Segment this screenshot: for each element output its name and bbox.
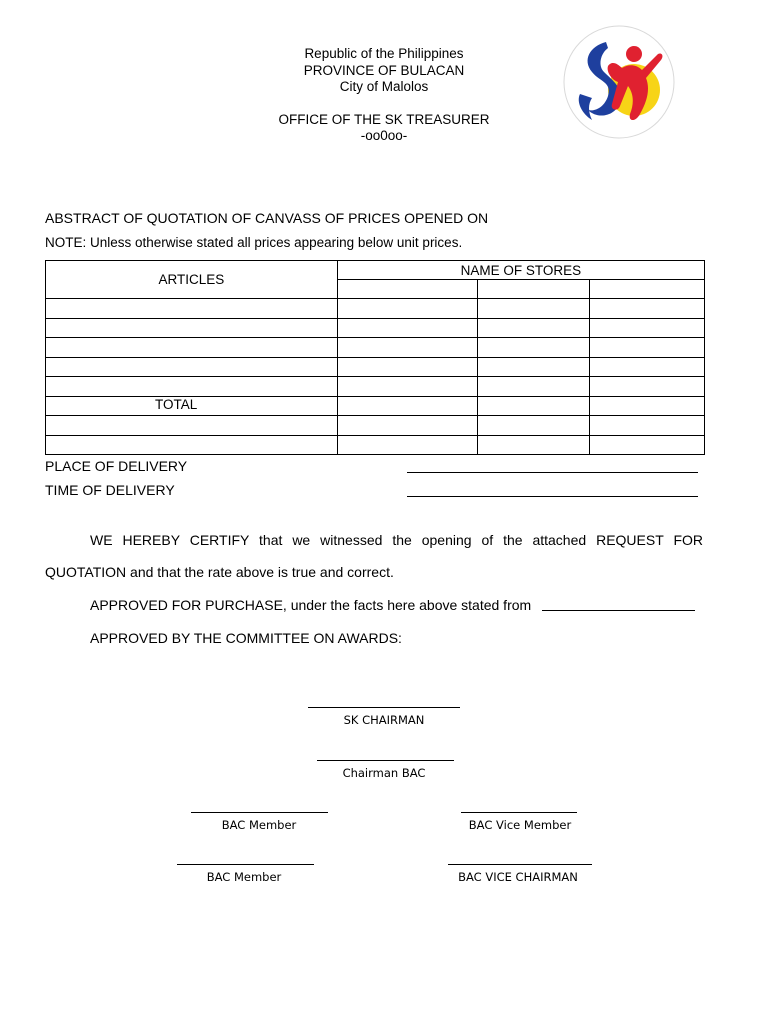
price-cell[interactable] (590, 357, 705, 377)
price-cell[interactable] (478, 435, 590, 455)
article-cell[interactable] (46, 357, 338, 377)
bac-vice-member-label: BAC Vice Member (468, 818, 572, 832)
articles-header: ARTICLES (46, 261, 338, 299)
form-note: NOTE: Unless otherwise stated all prices appearing below unit prices. (45, 235, 463, 250)
price-cell[interactable] (590, 377, 705, 397)
price-cell[interactable] (337, 435, 478, 455)
sk-chairman-signature-line[interactable] (308, 707, 460, 708)
store-name-cell[interactable] (590, 280, 705, 299)
place-of-delivery-line[interactable] (407, 472, 698, 473)
total-cell[interactable] (337, 396, 478, 416)
price-cell[interactable] (337, 357, 478, 377)
price-cell[interactable] (478, 299, 590, 319)
bac-vice-chairman-label: BAC VICE CHAIRMAN (458, 870, 578, 884)
sk-logo (562, 24, 676, 140)
header-block (234, 46, 534, 145)
chairman-bac-label: Chairman BAC (342, 766, 426, 780)
approved-purchase-text: APPROVED FOR PURCHASE, under the facts here above stated from (90, 597, 532, 613)
price-cell[interactable] (590, 435, 705, 455)
price-cell[interactable] (478, 338, 590, 358)
price-cell[interactable] (337, 299, 478, 319)
approved-committee-text: APPROVED BY THE COMMITTEE ON AWARDS: (90, 630, 402, 646)
article-cell[interactable] (46, 377, 338, 397)
article-cell[interactable] (46, 338, 338, 358)
table-row (46, 357, 705, 377)
bac-member-1-label: BAC Member (221, 818, 297, 832)
price-cell[interactable] (478, 318, 590, 338)
price-cell[interactable] (337, 416, 478, 436)
bac-vice-chairman-signature-line[interactable] (448, 864, 592, 865)
article-cell[interactable] (46, 299, 338, 319)
canvass-table (45, 260, 705, 455)
logo-text: SK (562, 24, 564, 25)
total-cell[interactable] (478, 396, 590, 416)
price-cell[interactable] (337, 377, 478, 397)
bac-member-2-signature-line[interactable] (177, 864, 314, 865)
stores-header: NAME OF STORES (337, 261, 704, 280)
sk-chairman-label: SK CHAIRMAN (343, 713, 425, 727)
price-cell[interactable] (337, 318, 478, 338)
store-name-cell[interactable] (478, 280, 590, 299)
header-ornament: -oo0oo- (360, 128, 408, 143)
table-row (46, 416, 705, 436)
approved-purchase-line[interactable] (542, 610, 695, 611)
price-cell[interactable] (478, 357, 590, 377)
total-label: TOTAL (46, 396, 338, 416)
certify-line-2: QUOTATION and that the rate above is true and correct. (45, 564, 394, 580)
price-cell[interactable] (478, 416, 590, 436)
bac-member-1-signature-line[interactable] (191, 812, 328, 813)
price-cell[interactable] (478, 377, 590, 397)
header-city: City of Malolos (339, 79, 429, 94)
article-cell[interactable] (46, 435, 338, 455)
total-cell[interactable] (590, 396, 705, 416)
table-row (46, 338, 705, 358)
bac-member-2-label: BAC Member (206, 870, 282, 884)
price-cell[interactable] (337, 338, 478, 358)
table-row (46, 299, 705, 319)
total-row (46, 396, 705, 416)
chairman-bac-signature-line[interactable] (317, 760, 454, 761)
time-of-delivery-label: TIME OF DELIVERY (45, 482, 175, 498)
form-title: ABSTRACT OF QUOTATION OF CANVASS OF PRICES OPENED ON (45, 210, 489, 226)
time-of-delivery-line[interactable] (407, 496, 698, 497)
place-of-delivery-label: PLACE OF DELIVERY (45, 458, 188, 474)
price-cell[interactable] (590, 299, 705, 319)
store-name-cell[interactable] (337, 280, 478, 299)
article-cell[interactable] (46, 416, 338, 436)
header-province: PROVINCE OF BULACAN (303, 62, 465, 78)
bac-vice-member-signature-line[interactable] (461, 812, 577, 813)
article-cell[interactable] (46, 318, 338, 338)
price-cell[interactable] (590, 338, 705, 358)
price-cell[interactable] (590, 318, 705, 338)
table-row (46, 318, 705, 338)
certify-line-1: WE HEREBY CERTIFY that we witnessed the opening of the attached REQUEST FOR (90, 532, 703, 548)
header-office: OFFICE OF THE SK TREASURER (278, 111, 490, 127)
header-republic: Republic of the Philippines (304, 46, 464, 61)
table-row (46, 377, 705, 397)
table-row (46, 435, 705, 455)
price-cell[interactable] (590, 416, 705, 436)
